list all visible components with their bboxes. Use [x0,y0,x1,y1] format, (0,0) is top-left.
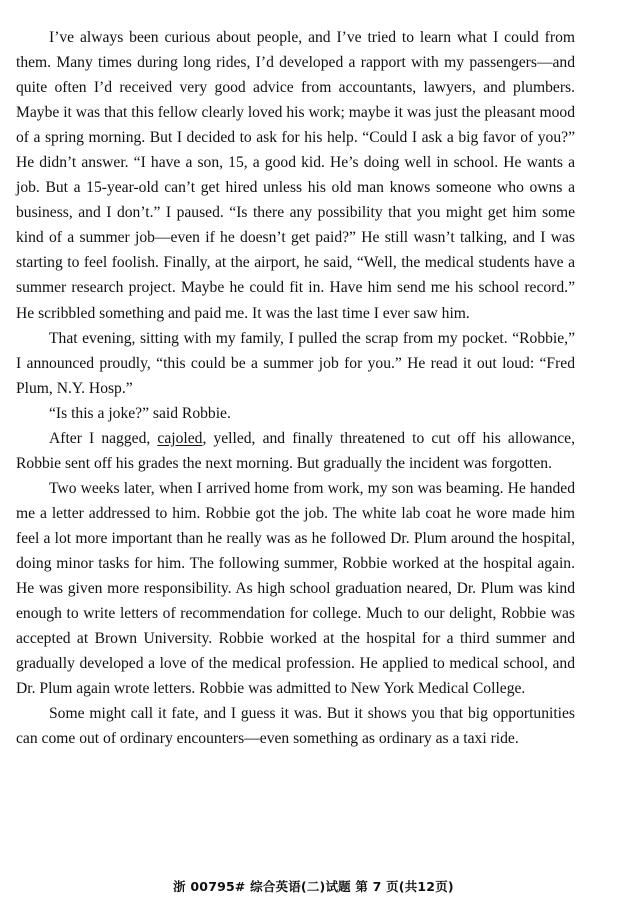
paragraph-6 [16,701,575,751]
paragraph-4 [16,426,575,476]
paragraph-3-text: “Is this a joke?” said Robbie. [49,404,231,422]
paragraph-2-text: That evening, sitting with my family, I pulled the scrap from my pocket. “Robbie,” I announced proudly, “this could be a summer job for you.” He read it out loud: “Fred Plum, N.Y. Hosp.” [16,329,575,397]
paragraph-1-text: I’ve always been curious about people, and I’ve tried to learn what I could from them. Many times during long rides, I’d developed a rapport with my passengers—and quite often I’d received very good advice from accountants, lawyers, and plumbers. Maybe it was that this fellow clearly loved his work; maybe it was just the pleasant mood of a spring morning. But I decided to ask for his help. “Could I ask a big favor of you?” He didn’t answer. “I have a son, 15, a good kid. He’s doing well in school. He wants a job. But a 15-year-old can’t get hired unless his old man knows someone who owns a business, and I don’t.” I paused. “Is there any possibility that you might get him some kind of a summer job—even if he doesn’t get paid?” He still wasn’t talking, and I was starting to feel foolish. Finally, at the airport, he said, “Well, the medical students have a summer research project. Maybe he could fit in. Have him send me his school record.” He scribbled something and paid me. It was the last time I ever saw him. [16,29,575,322]
paragraph-4-text-start: After I nagged, [49,429,158,447]
paragraph-3 [16,401,575,426]
paragraph-4-text-end: , yelled, and finally threatened to cut off his allowance, Robbie sent off his grades the next morning. But gradually the incident was forgotten. [16,429,575,472]
paragraph-2 [16,326,575,401]
paragraph-5-text: Two weeks later, when I arrived home from work, my son was beaming. He handed me a letter addressed to him. Robbie got the job. The white lab coat he wore made him feel a lot more important than he really was as he followed Dr. Plum around the hospital, doing minor tasks for him. The following summer, Robbie worked at the hospital again. He was given more responsibility. As high school graduation neared, Dr. Plum was kind enough to write letters of recommendation for college. Much to our delight, Robbie was accepted at Brown University. Robbie worked at the hospital for a third summer and gradually developed a love of the medical profession. He applied to medical school, and Dr. Plum again wrote letters. Robbie was admitted to New York Medical College. [16,479,575,698]
page-footer: 浙 00795# 综合英语(二)试题 第 7 页(共12页) [173,879,454,894]
paragraph-6-text: Some might call it fate, and I guess it was. But it shows you that big opportunities can come out of ordinary encounters—even something as ordinary as a taxi ride. [16,705,575,748]
document-page [16,25,575,751]
paragraph-5 [16,476,575,701]
underlined-word-cajoled: cajoled [157,429,203,447]
paragraph-1 [16,25,575,326]
